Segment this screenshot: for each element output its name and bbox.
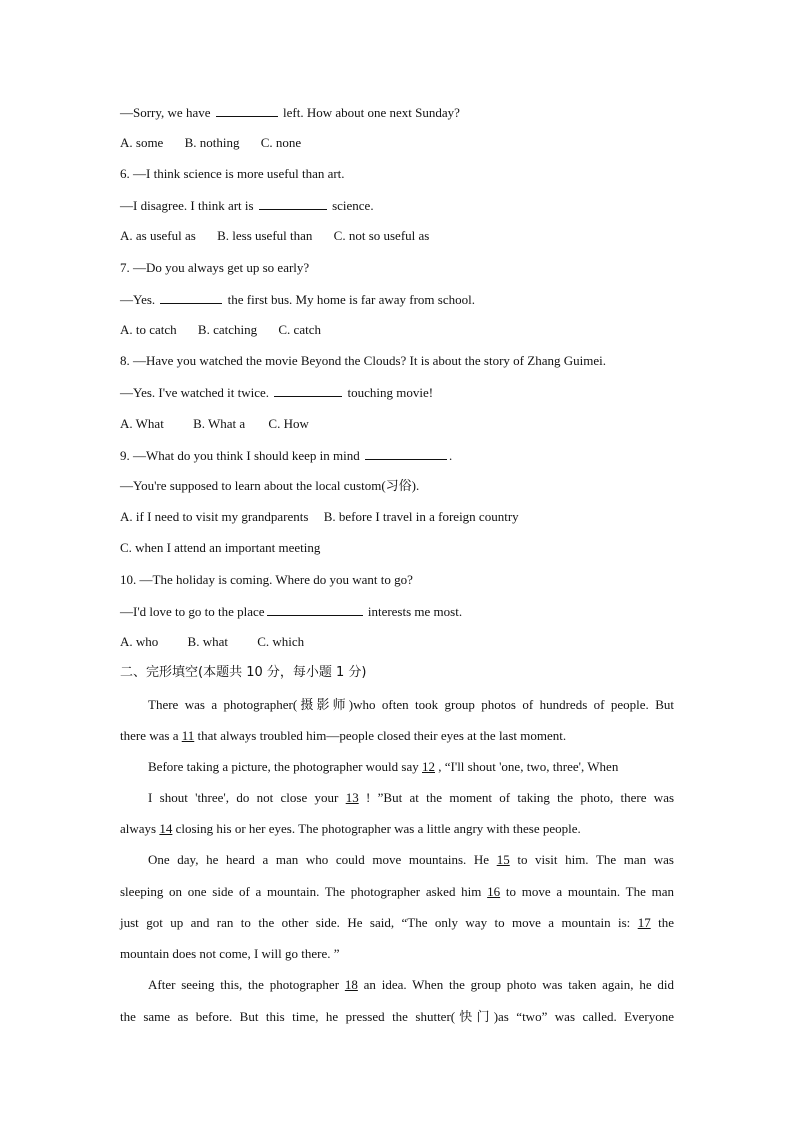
passage-text: to visit him. The man was <box>517 852 674 867</box>
q7-option-a: A. to catch <box>120 322 177 337</box>
passage-p2-line1 <box>148 759 618 775</box>
q7-options <box>120 322 321 338</box>
passage-text: , “I'll shout 'one, two, three', When <box>438 759 619 774</box>
passage-p2-line3 <box>120 821 581 837</box>
q8-answer-text: —Yes. I've watched it twice. <box>120 385 270 400</box>
blank-14: 14 <box>159 821 173 836</box>
passage-p4-line1 <box>148 977 674 993</box>
q5-option-a: A. some <box>120 135 164 150</box>
q8-options <box>120 416 309 432</box>
passage-p1-line2 <box>120 728 566 744</box>
q6-options <box>120 228 429 244</box>
section-heading: 二、完形填空(本题共 10 分，每小题 1 分) <box>120 665 367 680</box>
q7-answer-text: —Yes. <box>120 292 156 307</box>
passage-p4-line2: the same as before. But this time, he pressed the shutter(快门)as “two” was called. Everyone <box>120 1009 674 1024</box>
passage-text: that always troubled him—people closed their eyes at the last moment. <box>197 728 567 743</box>
passage-text: After seeing this, the photographer <box>148 977 340 992</box>
blank-11: 11 <box>181 728 195 743</box>
q5-blank <box>216 104 278 117</box>
passage-p3-line2 <box>120 884 674 900</box>
passage-text: an idea. When the group photo was taken again, he did <box>363 977 675 992</box>
q7-blank <box>160 291 222 304</box>
passage-text: closing his or her eyes. The photographer was a little angry with these people. <box>175 821 581 836</box>
q9-options-row1 <box>120 509 519 525</box>
q10-answer-after: interests me most. <box>367 604 463 619</box>
q10-option-b: B. what <box>187 634 228 649</box>
q6-answer-text: —I disagree. I think art is <box>120 198 254 213</box>
q7-option-c: C. catch <box>278 322 321 337</box>
q8-option-b: B. What a <box>193 416 246 431</box>
passage-text: I shout 'three', do not close your <box>148 790 339 805</box>
q9-stem-after: . <box>449 448 453 463</box>
passage-text: sleeping on one side of a mountain. The photographer asked him <box>120 884 482 899</box>
passage-p3-line1 <box>148 852 674 868</box>
q5-option-c: C. none <box>260 135 302 150</box>
q10-answer-text: —I'd love to go to the place <box>120 604 265 619</box>
q10-answer-line <box>120 603 462 620</box>
q9-stem-line <box>120 447 452 464</box>
q6-blank <box>259 197 327 210</box>
blank-18: 18 <box>344 977 358 992</box>
q7-stem: 7. —Do you always get up so early? <box>120 260 310 275</box>
q8-blank <box>274 384 342 397</box>
passage-p3-line4: mountain does not come, I will go there. ” <box>120 946 340 961</box>
q7-answer-line <box>120 291 475 308</box>
q6-option-a: A. as useful as <box>120 228 196 243</box>
q7-option-b: B. catching <box>197 322 258 337</box>
q10-option-a: A. who <box>120 634 159 649</box>
passage-text: always <box>120 821 157 836</box>
passage-p3-line3 <box>120 915 674 931</box>
q8-option-a: A. What <box>120 416 164 431</box>
q6-option-b: B. less useful than <box>217 228 313 243</box>
passage-text: ! ”But at the moment of taking the photo, there was <box>366 790 675 805</box>
passage-text: the <box>658 915 675 930</box>
q6-option-c: C. not so useful as <box>333 228 430 243</box>
passage-p1-line1: There was a photographer(摄影师)who often took group photos of hundreds of people. But <box>148 697 674 712</box>
blank-16: 16 <box>487 884 501 899</box>
q9-answer: —You're supposed to learn about the local custom(习俗). <box>120 478 420 493</box>
q8-answer-line <box>120 384 433 401</box>
q8-option-c: C. How <box>268 416 309 431</box>
blank-15: 15 <box>496 852 510 867</box>
q10-options <box>120 634 304 650</box>
q5-option-b: B. nothing <box>184 135 240 150</box>
passage-text: Before taking a picture, the photographer would say <box>148 759 419 774</box>
q8-answer-after: touching movie! <box>347 385 434 400</box>
q9-option-a: A. if I need to visit my grandparents <box>120 509 309 524</box>
q9-blank <box>365 447 447 460</box>
q10-option-c: C. which <box>257 634 305 649</box>
q6-answer-after: science. <box>332 198 374 213</box>
passage-text: One day, he heard a man who could move mountains. He <box>148 852 490 867</box>
passage-text: just got up and ran to the other side. He said, “The only way to move a mountain is: <box>120 915 631 930</box>
q6-stem: 6. —I think science is more useful than art. <box>120 166 345 181</box>
blank-13: 13 <box>345 790 359 805</box>
q6-answer-line <box>120 197 374 214</box>
q5-options <box>120 135 301 151</box>
q9-option-c: C. when I attend an important meeting <box>120 540 321 555</box>
q5-answer-line <box>120 104 460 121</box>
blank-17: 17 <box>637 915 651 930</box>
q5-answer-after: left. How about one next Sunday? <box>283 105 460 120</box>
q7-answer-after: the first bus. My home is far away from school. <box>227 292 475 307</box>
q9-stem-text: 9. —What do you think I should keep in mind <box>120 448 360 463</box>
q8-stem: 8. —Have you watched the movie Beyond the Clouds? It is about the story of Zhang Guimei. <box>120 353 606 368</box>
q9-option-b: B. before I travel in a foreign country <box>323 509 519 524</box>
blank-12: 12 <box>422 759 435 774</box>
passage-p2-line2 <box>148 790 674 806</box>
q10-stem: 10. —The holiday is coming. Where do you want to go? <box>120 572 413 587</box>
passage-text: to move a mountain. The man <box>505 884 675 899</box>
q10-blank <box>267 603 363 616</box>
passage-text: there was a <box>120 728 179 743</box>
q5-answer-text: —Sorry, we have <box>120 105 211 120</box>
